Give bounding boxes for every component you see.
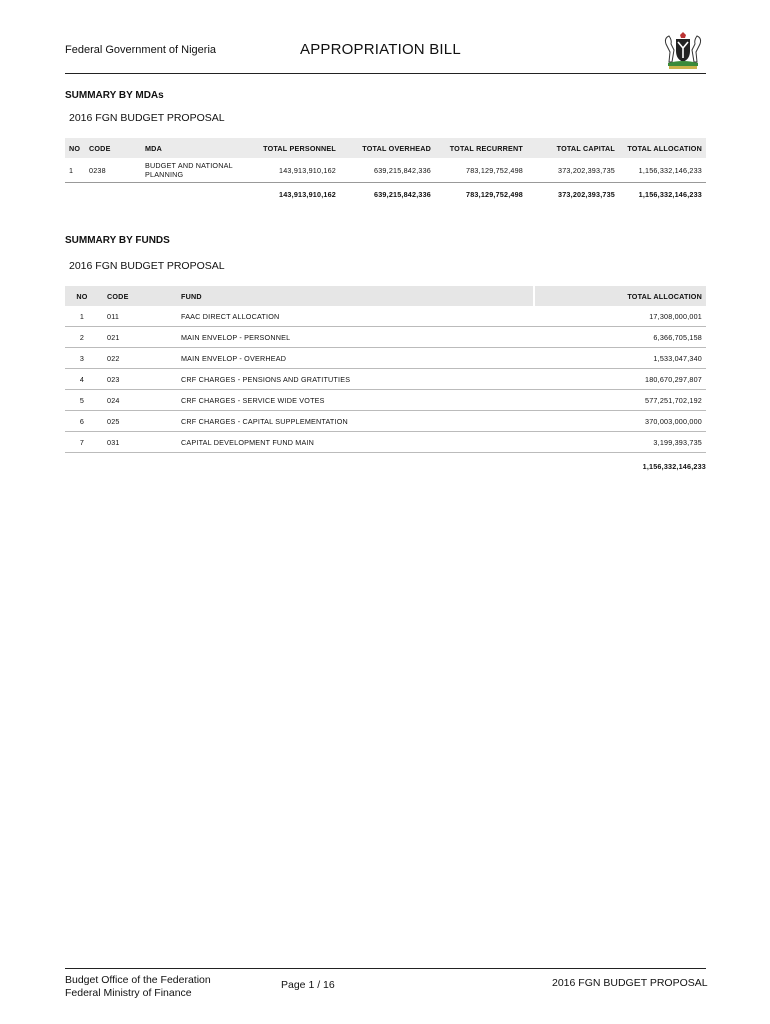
col-header-fund: FUND [177, 286, 534, 306]
cell-total-allocation: 17,308,000,001 [534, 306, 706, 327]
col-header-total-allocation: TOTAL ALLOCATION [534, 286, 706, 306]
cell-total-allocation: 1,156,332,146,233 [619, 158, 706, 183]
cell-fund: MAIN ENVELOP - OVERHEAD [177, 348, 534, 369]
cell-code: 023 [99, 369, 177, 390]
cell-total-allocation: 180,670,297,807 [534, 369, 706, 390]
mda-section-subtitle: 2016 FGN BUDGET PROPOSAL [69, 112, 225, 124]
table-row [65, 348, 706, 369]
cell-fund: CRF CHARGES - SERVICE WIDE VOTES [177, 390, 534, 411]
col-header-no: NO [65, 138, 85, 158]
cell-total-allocation: 577,251,702,192 [534, 390, 706, 411]
table-row [65, 411, 706, 432]
cell-code: 022 [99, 348, 177, 369]
table-row [65, 158, 706, 183]
col-header-total-recurrent: TOTAL RECURRENT [435, 138, 527, 158]
footer-office-line2: Federal Ministry of Finance [65, 987, 192, 999]
cell-fund: MAIN ENVELOP - PERSONNEL [177, 327, 534, 348]
cell-total-allocation: 6,366,705,158 [534, 327, 706, 348]
cell-code: 011 [99, 306, 177, 327]
cell-total-personnel: 143,913,910,162 [250, 158, 340, 183]
col-header-code: CODE [85, 138, 141, 158]
cell-no: 4 [65, 369, 99, 390]
total-recurrent: 783,129,752,498 [466, 189, 523, 199]
col-header-code: CODE [99, 286, 177, 306]
table-header-row [65, 138, 706, 158]
cell-total-allocation: 370,003,000,000 [534, 411, 706, 432]
total-personnel: 143,913,910,162 [279, 189, 336, 199]
footer-proposal: 2016 FGN BUDGET PROPOSAL [552, 977, 708, 989]
fund-summary-table [65, 286, 706, 453]
cell-total-overhead: 639,215,842,336 [340, 158, 435, 183]
table-row [65, 390, 706, 411]
footer-office [65, 974, 211, 1000]
col-header-mda: MDA [141, 138, 250, 158]
cell-no: 1 [65, 158, 85, 183]
col-header-total-allocation: TOTAL ALLOCATION [619, 138, 706, 158]
header-divider [65, 73, 706, 74]
cell-mda: BUDGET AND NATIONAL PLANNING [141, 158, 250, 183]
cell-total-capital: 373,202,393,735 [527, 158, 619, 183]
col-header-no: NO [65, 286, 99, 306]
cell-no: 6 [65, 411, 99, 432]
page-number: Page 1 / 16 [281, 979, 335, 991]
total-capital: 373,202,393,735 [558, 189, 615, 199]
footer-divider [65, 968, 706, 969]
fund-grand-total: 1,156,332,146,233 [642, 462, 706, 471]
cell-no: 2 [65, 327, 99, 348]
cell-no: 5 [65, 390, 99, 411]
cell-fund: CRF CHARGES - PENSIONS AND GRATITUTIES [177, 369, 534, 390]
cell-code: 0238 [85, 158, 141, 183]
cell-total-allocation: 3,199,393,735 [534, 432, 706, 453]
table-row [65, 327, 706, 348]
table-row [65, 306, 706, 327]
fund-section-subtitle: 2016 FGN BUDGET PROPOSAL [69, 260, 225, 272]
cell-fund: CAPITAL DEVELOPMENT FUND MAIN [177, 432, 534, 453]
fund-section-title: SUMMARY BY FUNDS [65, 235, 170, 246]
cell-no: 1 [65, 306, 99, 327]
cell-no: 3 [65, 348, 99, 369]
cell-total-recurrent: 783,129,752,498 [435, 158, 527, 183]
table-row [65, 432, 706, 453]
total-allocation: 1,156,332,146,233 [638, 189, 702, 199]
col-header-total-overhead: TOTAL OVERHEAD [340, 138, 435, 158]
cell-total-allocation: 1,533,047,340 [534, 348, 706, 369]
table-row [65, 369, 706, 390]
total-overhead: 639,215,842,336 [374, 189, 431, 199]
cell-code: 025 [99, 411, 177, 432]
mda-summary-table [65, 138, 706, 205]
table-header-row [65, 286, 706, 306]
col-header-total-capital: TOTAL CAPITAL [527, 138, 619, 158]
cell-no: 7 [65, 432, 99, 453]
mda-section-title: SUMMARY BY MDAs [65, 90, 164, 101]
coat-of-arms-icon [660, 30, 706, 70]
cell-fund: FAAC DIRECT ALLOCATION [177, 306, 534, 327]
cell-code: 021 [99, 327, 177, 348]
cell-fund: CRF CHARGES - CAPITAL SUPPLEMENTATION [177, 411, 534, 432]
totals-row [65, 183, 706, 206]
cell-code: 031 [99, 432, 177, 453]
cell-code: 024 [99, 390, 177, 411]
page-title: APPROPRIATION BILL [300, 41, 461, 58]
header-agency: Federal Government of Nigeria [65, 44, 217, 56]
footer-office-line1: Budget Office of the Federation [65, 974, 211, 986]
col-header-total-personnel: TOTAL PERSONNEL [250, 138, 340, 158]
